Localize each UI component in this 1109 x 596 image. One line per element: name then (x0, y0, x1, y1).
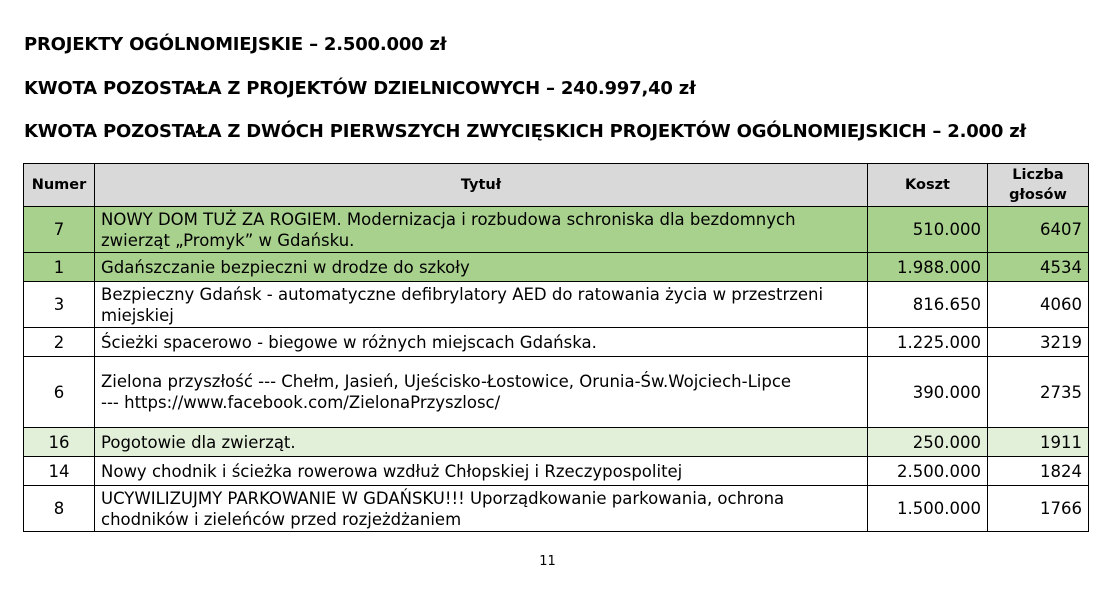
cell-number: 16 (24, 428, 95, 457)
cell-number: 2 (24, 328, 95, 357)
cell-votes: 1911 (988, 428, 1089, 457)
cell-title: Gdańszczanie bezpieczni w drodze do szkoły (95, 253, 868, 282)
cell-title: Bezpieczny Gdańsk - automatyczne defibrylatory AED do ratowania życia w przestrzeni miejskiej (95, 282, 868, 328)
heading-general-projects: PROJEKTY OGÓLNOMIEJSKIE – 2.500.000 zł (24, 34, 447, 55)
cell-votes: 2735 (988, 357, 1089, 428)
page-number: 11 (539, 554, 556, 569)
table-row (24, 253, 1089, 282)
table-row (24, 486, 1089, 532)
column-header-number: Numer (24, 164, 95, 207)
cell-votes: 4060 (988, 282, 1089, 328)
cell-cost: 1.988.000 (868, 253, 988, 282)
cell-title: UCYWILIZUJMY PARKOWANIE W GDAŃSKU!!! Uporządkowanie parkowania, ochrona chodników i zieleńców przed rozjeżdżaniem (95, 486, 868, 532)
heading-winners-remaining: KWOTA POZOSTAŁA Z DWÓCH PIERWSZYCH ZWYCIĘSKICH PROJEKTÓW OGÓLNOMIEJSKICH – 2.000 zł (24, 121, 1027, 142)
cell-cost: 816.650 (868, 282, 988, 328)
cell-cost: 1.500.000 (868, 486, 988, 532)
column-header-title: Tytuł (95, 164, 868, 207)
heading-district-remaining: KWOTA POZOSTAŁA Z PROJEKTÓW DZIELNICOWYCH – 240.997,40 zł (24, 78, 696, 99)
table-row (24, 207, 1089, 253)
cell-number: 8 (24, 486, 95, 532)
cell-cost: 1.225.000 (868, 328, 988, 357)
cell-title: Pogotowie dla zwierząt. (95, 428, 868, 457)
cell-number: 7 (24, 207, 95, 253)
cell-number: 6 (24, 357, 95, 428)
cell-cost: 2.500.000 (868, 457, 988, 486)
table-row (24, 428, 1089, 457)
table-row (24, 282, 1089, 328)
cell-title: Ścieżki spacerowo - biegowe w różnych miejscach Gdańska. (95, 328, 868, 357)
results-table (23, 163, 1089, 532)
cell-votes: 4534 (988, 253, 1089, 282)
cell-number: 3 (24, 282, 95, 328)
table-row (24, 328, 1089, 357)
cell-title: Nowy chodnik i ścieżka rowerowa wzdłuż Chłopskiej i Rzeczypospolitej (95, 457, 868, 486)
cell-votes: 3219 (988, 328, 1089, 357)
column-header-votes: Liczba głosów (988, 164, 1089, 207)
table-header-row (24, 164, 1089, 207)
cell-cost: 250.000 (868, 428, 988, 457)
column-header-cost: Koszt (868, 164, 988, 207)
cell-title: Zielona przyszłość --- Chełm, Jasień, Ujeścisko-Łostowice, Orunia-Św.Wojciech-Lipce --- https://www.facebook.com/ZielonaPrzyszlosc/ (95, 357, 868, 428)
cell-number: 1 (24, 253, 95, 282)
cell-votes: 6407 (988, 207, 1089, 253)
table-row (24, 357, 1089, 428)
cell-cost: 510.000 (868, 207, 988, 253)
table-row (24, 457, 1089, 486)
cell-votes: 1824 (988, 457, 1089, 486)
cell-number: 14 (24, 457, 95, 486)
cell-cost: 390.000 (868, 357, 988, 428)
cell-votes: 1766 (988, 486, 1089, 532)
cell-title: NOWY DOM TUŻ ZA ROGIEM. Modernizacja i rozbudowa schroniska dla bezdomnych zwierząt „Promyk” w Gdańsku. (95, 207, 868, 253)
